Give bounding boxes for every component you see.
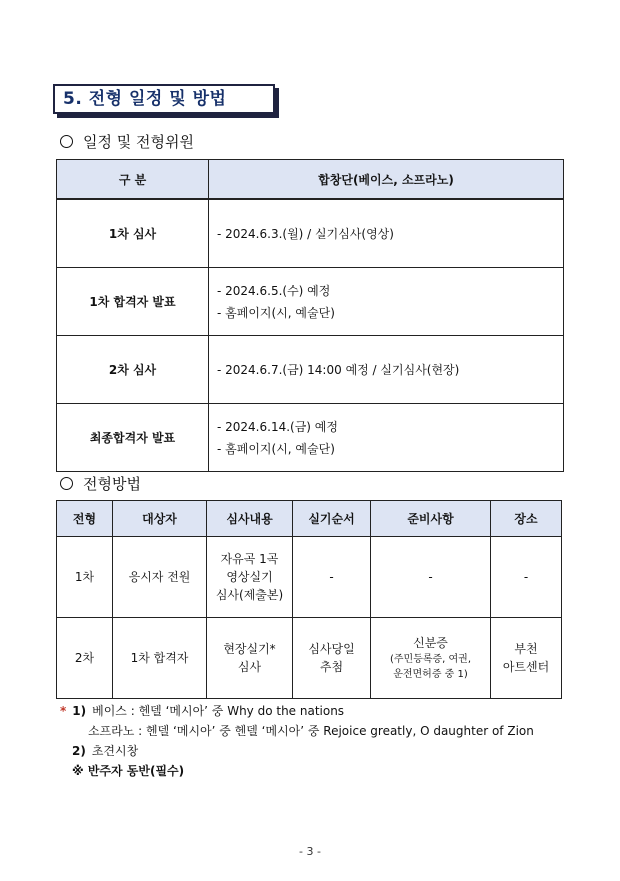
table-row xyxy=(57,199,564,268)
asterisk-mark: * xyxy=(60,704,67,718)
cell-content xyxy=(207,618,293,699)
row-content xyxy=(209,268,564,336)
note-number: 2) xyxy=(72,744,86,758)
schedule-table xyxy=(56,159,564,472)
cell-place: - xyxy=(491,537,562,618)
method-table xyxy=(56,500,562,699)
schedule-heading-text: 일정 및 전형위원 xyxy=(83,133,194,151)
note-accompanist: ※ 반주자 동반(필수) xyxy=(72,764,185,778)
header-category: 구 분 xyxy=(57,160,209,200)
note-number: 1) xyxy=(72,704,87,718)
circle-bullet-icon xyxy=(60,477,73,490)
table-header-row xyxy=(57,501,562,537)
cell-subline: (주민등록증, 여권, xyxy=(389,654,472,665)
header-stage: 전형 xyxy=(57,501,113,537)
table-row xyxy=(57,537,562,618)
note-text: 소프라노 : 헨델 ‘메시아’ 중 헨델 ‘메시아’ 중 Rejoice greatly, O daughter of Zion xyxy=(88,724,534,738)
header-content: 심사내용 xyxy=(207,501,293,537)
header-place: 장소 xyxy=(491,501,562,537)
cell-line: 심사당일 xyxy=(308,642,355,656)
method-heading-text: 전형방법 xyxy=(83,475,141,493)
row-content xyxy=(209,199,564,268)
note-text: 초견시창 xyxy=(91,744,139,758)
note-1 xyxy=(60,701,534,721)
cell-line: 아트센터 xyxy=(502,660,550,674)
cell-prep: - xyxy=(371,537,491,618)
page-number: - 3 - xyxy=(299,845,321,858)
cell-line: 현장실기* xyxy=(223,642,276,656)
content-line: - 2024.6.7.(금) 14:00 예정 / 실기심사(현장) xyxy=(217,362,460,377)
content-line: - 2024.6.5.(수) 예정 xyxy=(217,283,331,298)
row-content xyxy=(209,336,564,404)
header-target: 대상자 xyxy=(113,501,207,537)
cell-order xyxy=(293,618,371,699)
note-text: 베이스 : 헨델 ‘메시아’ 중 Why do the nations xyxy=(92,704,345,718)
row-label: 1차 심사 xyxy=(57,199,209,268)
cell-subline: 운전면허증 중 1) xyxy=(393,669,468,680)
cell-order: - xyxy=(293,537,371,618)
cell-content xyxy=(207,537,293,618)
note-2 xyxy=(60,741,534,761)
content-line: - 홈페이지(시, 예술단) xyxy=(217,305,335,320)
circle-bullet-icon xyxy=(60,135,73,148)
cell-line: 심사 xyxy=(237,660,262,674)
method-heading xyxy=(60,473,141,494)
row-content xyxy=(209,404,564,472)
cell-stage: 2차 xyxy=(57,618,113,699)
cell-line: 신분증 xyxy=(413,636,448,650)
row-label: 2차 심사 xyxy=(57,336,209,404)
section-title: 5. 전형 일정 및 방법 xyxy=(53,84,275,114)
cell-prep xyxy=(371,618,491,699)
content-line: - 홈페이지(시, 예술단) xyxy=(217,441,335,456)
content-line: - 2024.6.3.(월) / 실기심사(영상) xyxy=(217,226,394,241)
cell-place xyxy=(491,618,562,699)
cell-stage: 1차 xyxy=(57,537,113,618)
header-choir: 합창단(베이스, 소프라노) xyxy=(209,160,564,200)
header-prep: 준비사항 xyxy=(371,501,491,537)
table-row xyxy=(57,268,564,336)
footnotes xyxy=(60,701,534,781)
cell-line: 심사(제출본) xyxy=(215,588,284,602)
cell-line: 영상실기 xyxy=(226,570,273,584)
row-label: 최종합격자 발표 xyxy=(57,404,209,472)
cell-target: 1차 합격자 xyxy=(113,618,207,699)
note-1-cont xyxy=(60,721,534,741)
table-row xyxy=(57,618,562,699)
table-row xyxy=(57,404,564,472)
cell-target: 응시자 전원 xyxy=(113,537,207,618)
table-header-row xyxy=(57,160,564,200)
row-label: 1차 합격자 발표 xyxy=(57,268,209,336)
cell-line: 자유곡 1곡 xyxy=(220,552,279,566)
schedule-heading xyxy=(60,131,194,152)
table-row xyxy=(57,336,564,404)
cell-line: 부천 xyxy=(514,642,538,656)
cell-line: 추첨 xyxy=(319,660,344,674)
header-order: 실기순서 xyxy=(293,501,371,537)
content-line: - 2024.6.14.(금) 예정 xyxy=(217,419,338,434)
